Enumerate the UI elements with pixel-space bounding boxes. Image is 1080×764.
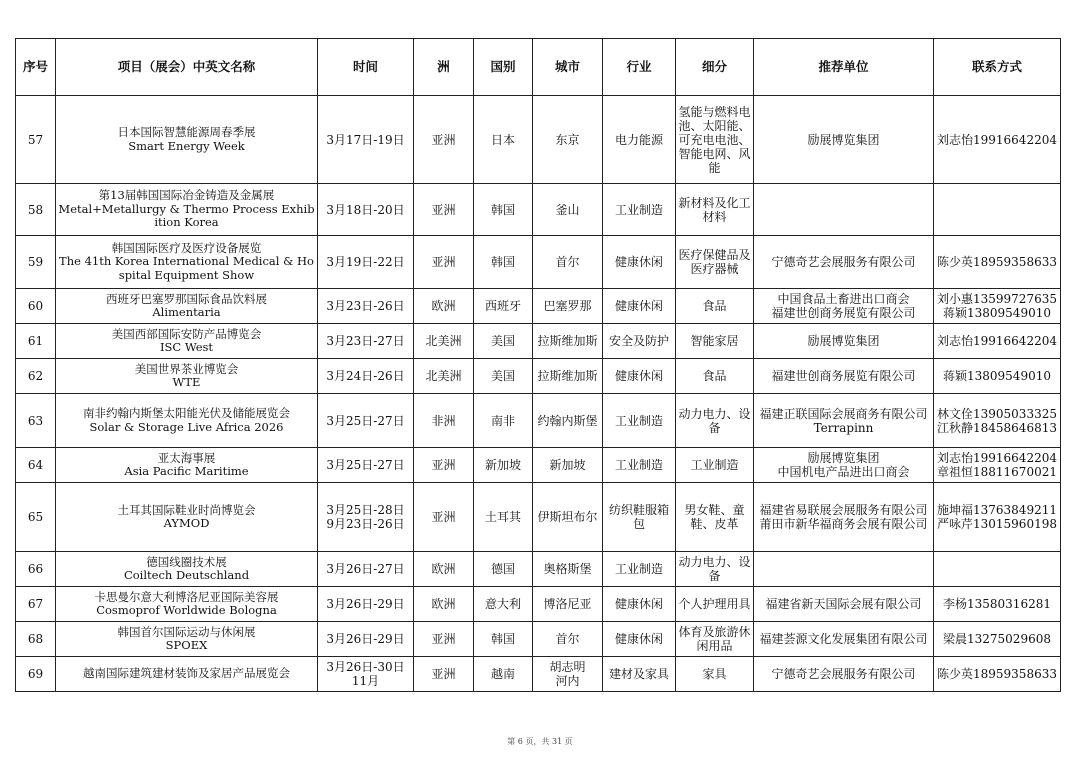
cell-country: 韩国 [474, 184, 533, 236]
cell-city: 首尔 [533, 236, 603, 289]
exhibition-name-cn: 韩国国际医疗及医疗设备展览 [111, 240, 262, 255]
cell-country: 土耳其 [474, 483, 533, 552]
cell-time: 3月26日-30日 11月 [318, 657, 414, 692]
cell-no: 57 [16, 96, 56, 184]
table-header-row [16, 39, 1061, 96]
cell-continent: 北美洲 [414, 324, 474, 359]
cell-time: 3月19日-22日 [318, 236, 414, 289]
cell-continent: 亚洲 [414, 448, 474, 483]
cell-country: 西班牙 [474, 289, 533, 324]
cell-contact: 刘志怡19916642204 [934, 324, 1061, 359]
table-row [16, 324, 1061, 359]
cell-city: 东京 [533, 96, 603, 184]
cell-name [56, 359, 318, 394]
exhibition-name-cn: 美国西部国际安防产品博览会 [111, 326, 262, 341]
table-row [16, 622, 1061, 657]
cell-time: 3月26日-29日 [318, 622, 414, 657]
cell-country: 日本 [474, 96, 533, 184]
cell-contact: 林文佺13905033325 江秋静18458646813 [934, 394, 1061, 448]
cell-no: 67 [16, 587, 56, 622]
header-city: 城市 [533, 39, 603, 96]
table-body [16, 96, 1061, 692]
cell-time: 3月18日-20日 [318, 184, 414, 236]
page-footer: 第 6 页，共 31 页 [507, 737, 573, 746]
cell-no: 62 [16, 359, 56, 394]
cell-contact: 刘小惠13599727635 蒋颖13809549010 [934, 289, 1061, 324]
cell-subcategory: 家具 [676, 657, 754, 692]
cell-recommender: 福建荟源文化发展集团有限公司 [754, 622, 934, 657]
cell-recommender: 励展博览集团 中国机电产品进出口商会 [754, 448, 934, 483]
cell-name [56, 289, 318, 324]
cell-industry: 建材及家具 [603, 657, 676, 692]
cell-industry: 健康休闲 [603, 587, 676, 622]
cell-city: 博洛尼亚 [533, 587, 603, 622]
cell-name [56, 96, 318, 184]
exhibition-name-cn: 第13届韩国国际冶金铸造及金属展 [98, 188, 275, 203]
cell-city: 拉斯维加斯 [533, 359, 603, 394]
cell-subcategory: 医疗保健品及医疗器械 [676, 236, 754, 289]
cell-recommender: 宁德奇艺会展服务有限公司 [754, 236, 934, 289]
table-row [16, 289, 1061, 324]
cell-name [56, 184, 318, 236]
table-row [16, 448, 1061, 483]
cell-contact: 刘志怡19916642204 [934, 96, 1061, 184]
cell-no: 69 [16, 657, 56, 692]
cell-industry: 安全及防护 [603, 324, 676, 359]
cell-time: 3月23日-26日 [318, 289, 414, 324]
cell-contact: 陈少英18959358633 [934, 657, 1061, 692]
cell-time: 3月25日-27日 [318, 448, 414, 483]
exhibition-name-en: Smart Energy Week [128, 138, 245, 153]
cell-no: 58 [16, 184, 56, 236]
cell-country: 新加坡 [474, 448, 533, 483]
cell-time: 3月24日-26日 [318, 359, 414, 394]
cell-subcategory: 新材料及化工材料 [676, 184, 754, 236]
cell-industry: 工业制造 [603, 184, 676, 236]
cell-continent: 北美洲 [414, 359, 474, 394]
exhibition-name-en: Solar & Storage Live Africa 2026 [89, 419, 284, 434]
cell-no: 59 [16, 236, 56, 289]
cell-continent: 亚洲 [414, 622, 474, 657]
cell-industry: 纺织鞋服箱包 [603, 483, 676, 552]
cell-city: 巴塞罗那 [533, 289, 603, 324]
exhibition-table [15, 38, 1061, 692]
exhibition-name-cn: 卡思曼尔意大利博洛尼亚国际美容展 [94, 589, 279, 604]
cell-time: 3月23日-27日 [318, 324, 414, 359]
cell-contact: 陈少英18959358633 [934, 236, 1061, 289]
exhibition-name-en: Coiltech Deutschland [123, 568, 250, 582]
exhibition-name-cn: 亚太海事展 [157, 450, 216, 465]
cell-name [56, 324, 318, 359]
cell-no: 61 [16, 324, 56, 359]
cell-industry: 工业制造 [603, 552, 676, 587]
exhibition-name-cn: 土耳其国际鞋业时尚博览会 [117, 502, 256, 517]
cell-industry: 工业制造 [603, 448, 676, 483]
cell-contact: 梁晨13275029608 [934, 622, 1061, 657]
cell-recommender: 宁德奇艺会展服务有限公司 [754, 657, 934, 692]
cell-country: 越南 [474, 657, 533, 692]
cell-city: 胡志明 河内 [533, 657, 603, 692]
table-row [16, 184, 1061, 236]
cell-recommender: 福建省新天国际会展有限公司 [754, 587, 934, 622]
cell-no: 66 [16, 552, 56, 587]
cell-city: 约翰内斯堡 [533, 394, 603, 448]
cell-continent: 欧洲 [414, 289, 474, 324]
table-row [16, 236, 1061, 289]
exhibition-name-en: ISC West [159, 340, 214, 354]
exhibition-name-en: Cosmoprof Worldwide Bologna [96, 603, 277, 617]
cell-industry: 健康休闲 [603, 289, 676, 324]
header-contact: 联系方式 [934, 39, 1061, 96]
cell-time: 3月26日-29日 [318, 587, 414, 622]
exhibition-name-cn: 德国线圈技术展 [146, 554, 227, 569]
exhibition-name-en: WTE [172, 375, 201, 389]
cell-city: 釜山 [533, 184, 603, 236]
cell-time: 3月26日-27日 [318, 552, 414, 587]
cell-industry: 健康休闲 [603, 236, 676, 289]
cell-subcategory: 体育及旅游休闲用品 [676, 622, 754, 657]
header-industry: 行业 [603, 39, 676, 96]
cell-continent: 欧洲 [414, 552, 474, 587]
cell-subcategory: 动力电力、设备 [676, 394, 754, 448]
cell-city: 新加坡 [533, 448, 603, 483]
cell-continent: 亚洲 [414, 483, 474, 552]
cell-no: 68 [16, 622, 56, 657]
cell-contact: 蒋颖13809549010 [934, 359, 1061, 394]
cell-continent: 欧洲 [414, 587, 474, 622]
cell-name [56, 394, 318, 448]
cell-name [56, 657, 318, 692]
cell-subcategory: 工业制造 [676, 448, 754, 483]
cell-country: 韩国 [474, 236, 533, 289]
cell-subcategory: 氢能与燃料电池、太阳能、可充电电池、智能电网、风能 [676, 96, 754, 184]
cell-recommender: 励展博览集团 [754, 324, 934, 359]
cell-time: 3月17日-19日 [318, 96, 414, 184]
cell-recommender: 福建世创商务展览有限公司 [754, 359, 934, 394]
cell-name [56, 448, 318, 483]
table-row [16, 552, 1061, 587]
cell-recommender: 励展博览集团 [754, 96, 934, 184]
table-row [16, 96, 1061, 184]
cell-subcategory: 食品 [676, 289, 754, 324]
table-row [16, 587, 1061, 622]
cell-contact: 李杨13580316281 [934, 587, 1061, 622]
exhibition-name-cn: 越南国际建筑建材装饰及家居产品展览会 [83, 666, 290, 681]
cell-continent: 亚洲 [414, 96, 474, 184]
cell-industry: 电力能源 [603, 96, 676, 184]
table-row [16, 657, 1061, 692]
exhibition-name-en: The 41th Korea International Medical & Hospital Equipment Show [59, 254, 314, 282]
cell-city: 奥格斯堡 [533, 552, 603, 587]
header-subcategory: 细分 [676, 39, 754, 96]
exhibition-name-cn: 日本国际智慧能源周春季展 [117, 125, 256, 139]
cell-name [56, 236, 318, 289]
exhibition-name-cn: 韩国首尔国际运动与休闲展 [117, 624, 256, 639]
cell-no: 60 [16, 289, 56, 324]
cell-continent: 亚洲 [414, 184, 474, 236]
exhibition-name-en: Asia Pacific Maritime [124, 464, 249, 478]
header-name: 项目（展会）中英文名称 [56, 39, 318, 96]
cell-contact [934, 184, 1061, 236]
cell-country: 德国 [474, 552, 533, 587]
cell-no: 63 [16, 394, 56, 448]
table-row [16, 483, 1061, 552]
cell-name [56, 622, 318, 657]
cell-city: 伊斯坦布尔 [533, 483, 603, 552]
cell-recommender: 中国食品土畜进出口商会 福建世创商务展览有限公司 [754, 289, 934, 324]
cell-country: 南非 [474, 394, 533, 448]
cell-subcategory: 个人护理用具 [676, 587, 754, 622]
cell-subcategory: 智能家居 [676, 324, 754, 359]
header-continent: 洲 [414, 39, 474, 96]
cell-recommender: 福建正联国际会展商务有限公司 Terrapinn [754, 394, 934, 448]
exhibition-name-en: Alimentaria [152, 305, 221, 319]
cell-subcategory: 动力电力、设备 [676, 552, 754, 587]
cell-continent: 亚洲 [414, 657, 474, 692]
exhibition-name-en: SPOEX [165, 638, 208, 652]
cell-city: 拉斯维加斯 [533, 324, 603, 359]
cell-contact: 刘志怡19916642204 章祖恒18811670021 [934, 448, 1061, 483]
cell-name [56, 552, 318, 587]
cell-country: 意大利 [474, 587, 533, 622]
table-row [16, 359, 1061, 394]
cell-industry: 健康休闲 [603, 622, 676, 657]
cell-contact: 施坤福13763849211 严咏芹13015960198 [934, 483, 1061, 552]
cell-country: 美国 [474, 324, 533, 359]
cell-subcategory: 食品 [676, 359, 754, 394]
header-recommender: 推荐单位 [754, 39, 934, 96]
cell-name [56, 483, 318, 552]
cell-industry: 健康休闲 [603, 359, 676, 394]
cell-time: 3月25日-27日 [318, 394, 414, 448]
header-no: 序号 [16, 39, 56, 96]
exhibition-name-cn: 南非约翰内斯堡太阳能光伏及储能展览会 [83, 406, 290, 420]
cell-name [56, 587, 318, 622]
exhibition-name-en: AYMOD [163, 516, 210, 530]
header-country: 国别 [474, 39, 533, 96]
cell-continent: 非洲 [414, 394, 474, 448]
cell-contact [934, 552, 1061, 587]
cell-country: 美国 [474, 359, 533, 394]
cell-continent: 亚洲 [414, 236, 474, 289]
cell-time: 3月25日-28日 9月23日-26日 [318, 483, 414, 552]
cell-subcategory: 男女鞋、童鞋、皮革 [676, 483, 754, 552]
cell-recommender [754, 184, 934, 236]
cell-country: 韩国 [474, 622, 533, 657]
cell-recommender: 福建省易联展会展服务有限公司 莆田市新华福商务会展有限公司 [754, 483, 934, 552]
exhibition-name-cn: 美国世界茶业博览会 [134, 361, 239, 376]
cell-industry: 工业制造 [603, 394, 676, 448]
cell-recommender [754, 552, 934, 587]
header-time: 时间 [318, 39, 414, 96]
cell-no: 65 [16, 483, 56, 552]
exhibition-name-cn: 西班牙巴塞罗那国际食品饮料展 [106, 291, 267, 306]
cell-city: 首尔 [533, 622, 603, 657]
exhibition-name-en: Metal+Metallurgy & Thermo Process Exhibition Korea [58, 201, 315, 230]
table-row [16, 394, 1061, 448]
cell-no: 64 [16, 448, 56, 483]
